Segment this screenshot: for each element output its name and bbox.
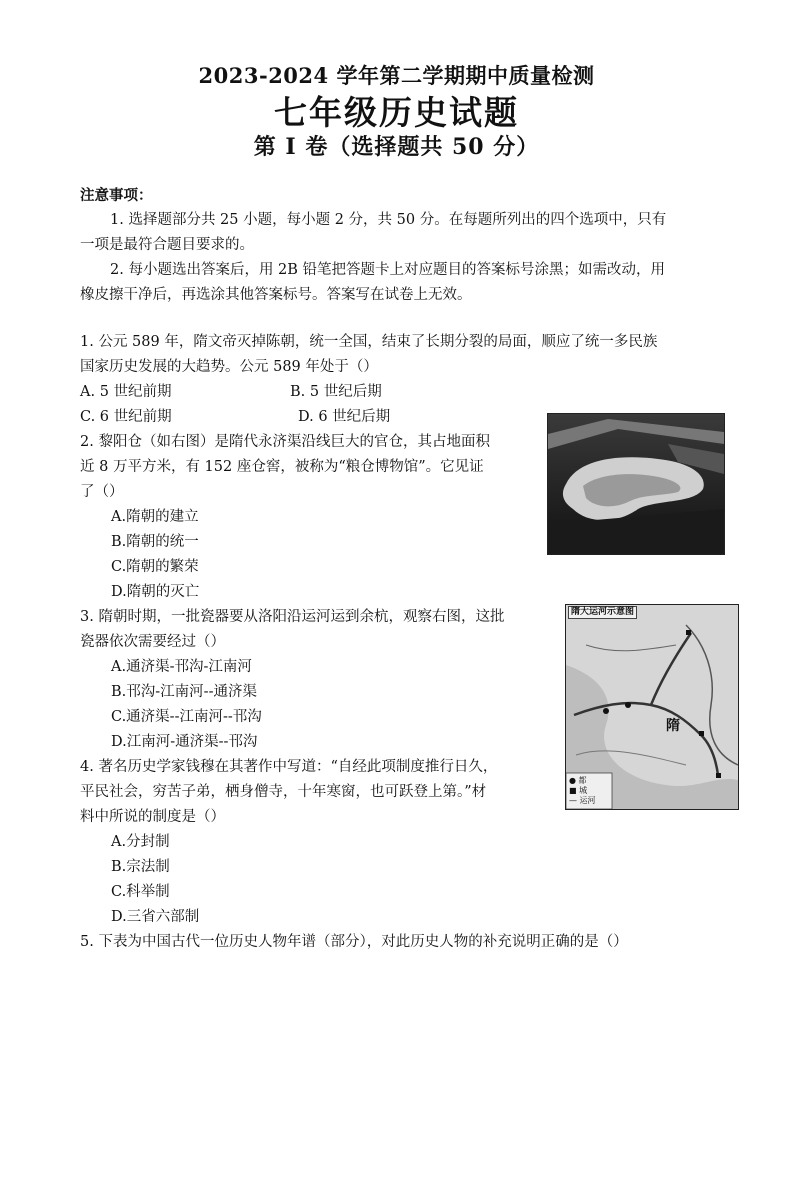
q1-stem-line2: 国家历史发展的大趋势。公元 589 年处于（） <box>80 359 378 375</box>
q4-stem-line2: 平民社会，穷苦子弟，栖身僧寺，十年寒窗，也可跃登上第。”材 <box>80 784 487 800</box>
notes-item2-line1: 2. 每小题选出答案后，用 2B 铅笔把答题卡上对应题目的答案标号涂黑；如需改动，用 <box>110 262 666 278</box>
q2-stem-line1: 2. 黎阳仓（如右图）是隋代永济渠沿线巨大的官仓，其占地面积 <box>80 434 490 450</box>
q2-stem-line2: 近 8 万平方米，有 152 座仓窖，被称为“粮仓博物馆”。它见证 <box>80 459 484 475</box>
q2-option-b: B.隋朝的统一 <box>111 534 199 550</box>
grand-canal-map <box>565 604 739 810</box>
q4-stem-line3: 料中所说的制度是（） <box>80 809 225 825</box>
q1-option-a: A. 5 世纪前期 <box>80 384 172 400</box>
map-legend-capital: ● 都 <box>569 776 587 785</box>
q4-option-a: A.分封制 <box>111 834 170 850</box>
q4-option-b: B.宗法制 <box>111 859 170 875</box>
q4-option-c: C.科举制 <box>111 884 170 900</box>
exam-term-title: 2023-2024 学年第二学期期中质量检测 <box>198 63 595 88</box>
map-legend-canal: — 运河 <box>569 796 596 805</box>
q2-stem-line3: 了（） <box>80 484 124 500</box>
map-title: 隋大运河示意图 <box>568 606 637 619</box>
q1-option-b: B. 5 世纪后期 <box>290 384 382 400</box>
notes-item1-line1: 1. 选择题部分共 25 小题，每小题 2 分，共 50 分。在每题所列出的四个选项中，只有 <box>110 212 667 228</box>
q2-option-c: C.隋朝的繁荣 <box>111 559 199 575</box>
q1-option-d: D. 6 世纪后期 <box>298 409 391 425</box>
map-sui-label: 隋 <box>666 718 680 734</box>
q4-stem-line1: 4. 著名历史学家钱穆在其著作中写道：“自经此项制度推行日久， <box>80 759 498 775</box>
notes-item1-line2: 一项是最符合题目要求的。 <box>80 237 254 253</box>
q5-stem-line1: 5. 下表为中国古代一位历史人物年谱（部分），对此历史人物的补充说明正确的是（） <box>80 934 628 950</box>
map-legend-city: ■ 城 <box>569 786 588 795</box>
granary-photo <box>547 413 725 555</box>
q3-stem-line1: 3. 隋朝时期，一批瓷器要从洛阳沿运河运到余杭，观察右图，这批 <box>80 609 505 625</box>
notes-heading: 注意事项： <box>80 187 153 204</box>
q3-option-a: A.通济渠-邗沟-江南河 <box>111 659 252 675</box>
q1-stem-line1: 1. 公元 589 年，隋文帝灭掉陈朝，统一全国，结束了长期分裂的局面，顺应了统一多民族 <box>80 334 658 350</box>
exam-section-title: 第 I 卷（选择题共 50 分） <box>253 134 540 160</box>
q4-option-d: D.三省六部制 <box>111 909 200 925</box>
q2-option-a: A.隋朝的建立 <box>111 509 199 525</box>
q1-option-c: C. 6 世纪前期 <box>80 409 172 425</box>
q2-option-d: D.隋朝的灭亡 <box>111 584 200 600</box>
q3-option-c: C.通济渠--江南河--邗沟 <box>111 709 262 725</box>
q3-option-d: D.江南河-通济渠--邗沟 <box>111 734 258 750</box>
q3-option-b: B.邗沟-江南河--通济渠 <box>111 684 257 700</box>
notes-item2-line2: 橡皮擦干净后，再选涂其他答案标号。答案写在试卷上无效。 <box>80 287 472 303</box>
exam-subject-title: 七年级历史试题 <box>274 93 519 132</box>
q3-stem-line2: 瓷器依次需要经过（） <box>80 634 225 650</box>
